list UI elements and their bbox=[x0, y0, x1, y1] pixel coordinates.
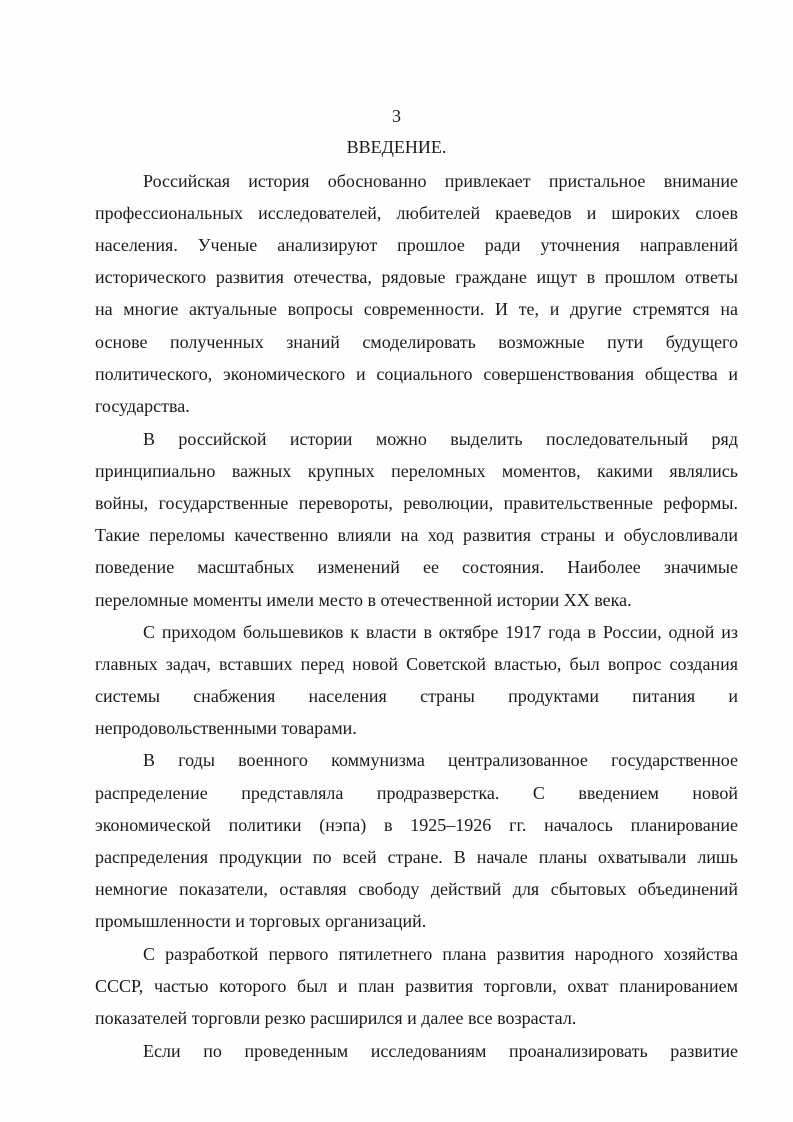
text-line: профессиональных исследователей, любителей краеведов и широких слоев bbox=[95, 203, 738, 223]
text-line: Если по проведенным исследованиям проанализировать развитие bbox=[143, 1041, 738, 1061]
text-line: распределение представляла продразверстка. С введением новой bbox=[95, 783, 738, 803]
text-line: СССР, частью которого был и план развития торговли, охват планированием bbox=[95, 976, 738, 996]
text-line: немногие показатели, оставляя свободу действий для сбытовых объединений bbox=[95, 879, 738, 899]
text-line: основе полученных знаний смоделировать возможные пути будущего bbox=[95, 332, 738, 352]
text-line: принципиально важных крупных переломных моментов, какими являлись bbox=[95, 461, 738, 481]
page-number: 3 bbox=[392, 106, 401, 126]
text-line: на многие актуальные вопросы современности. И те, и другие стремятся на bbox=[95, 299, 738, 319]
text-line: распределения продукции по всей стране. В начале планы охватывали лишь bbox=[95, 847, 738, 867]
text-line: В годы военного коммунизма централизованное государственное bbox=[143, 750, 738, 770]
text-line: показателей торговли резко расширился и далее все возрастал. bbox=[95, 1008, 577, 1028]
text-line: главных задач, вставших перед новой Советской властью, был вопрос создания bbox=[95, 654, 738, 674]
text-line: исторического развития отечества, рядовые граждане ищут в прошлом ответы bbox=[95, 267, 738, 287]
text-line: войны, государственные перевороты, революции, правительственные реформы. bbox=[95, 493, 738, 513]
text-line: Российская история обоснованно привлекает пристальное внимание bbox=[143, 171, 738, 191]
text-line: В российской истории можно выделить последовательный ряд bbox=[143, 429, 738, 449]
text-line: экономической политики (нэпа) в 1925–1926 гг. началось планирование bbox=[95, 815, 738, 835]
text-line: политического, экономического и социального совершенствования общества и bbox=[95, 364, 738, 384]
page-heading: ВВЕДЕНИЕ. bbox=[346, 137, 447, 157]
text-line: непродовольственными товарами. bbox=[95, 718, 357, 738]
text-line: населения. Ученые анализируют прошлое ради уточнения направлений bbox=[95, 235, 738, 255]
text-line: системы снабжения населения страны продуктами питания и bbox=[95, 686, 738, 706]
text-line: Такие переломы качественно влияли на ход развития страны и обусловливали bbox=[95, 525, 738, 545]
text-line: С разработкой первого пятилетнего плана развития народного хозяйства bbox=[143, 944, 738, 964]
text-line: С приходом большевиков к власти в октябре 1917 года в России, одной из bbox=[143, 622, 738, 642]
text-line: переломные моменты имели место в отечественной истории XX века. bbox=[95, 590, 632, 610]
text-line: поведение масштабных изменений ее состояния. Наиболее значимые bbox=[95, 557, 738, 577]
text-line: государства. bbox=[95, 396, 190, 416]
text-line: промышленности и торговых организаций. bbox=[95, 911, 427, 931]
